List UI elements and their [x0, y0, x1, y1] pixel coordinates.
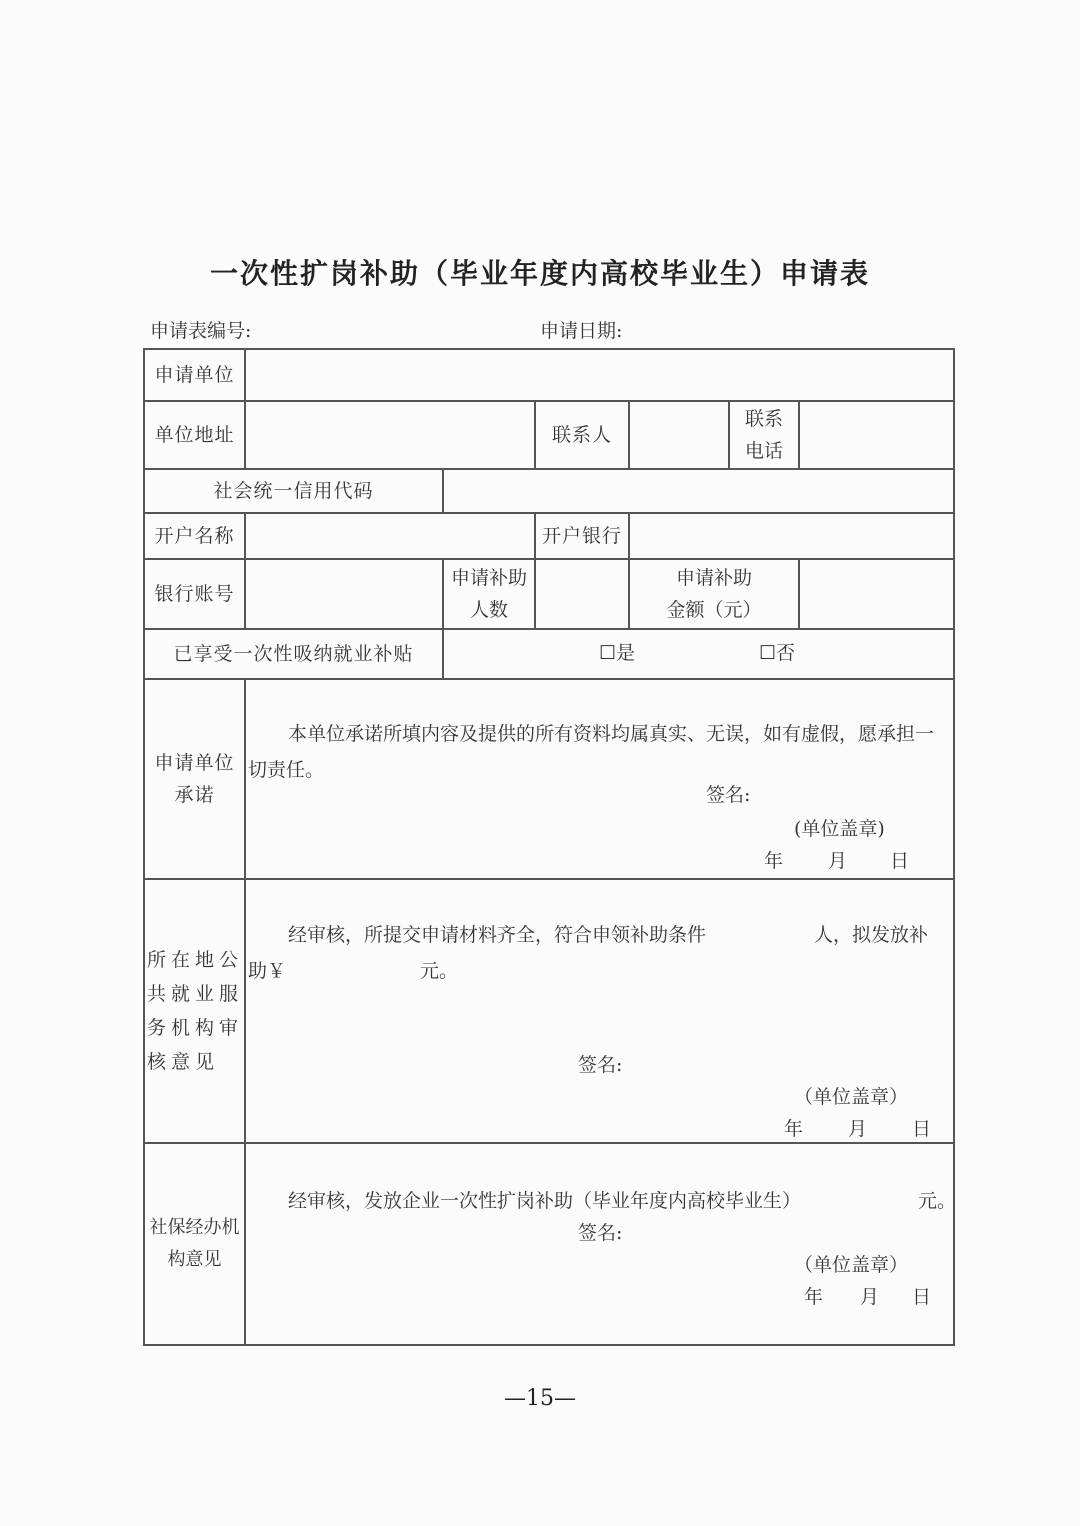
field-account-name[interactable]: [245, 513, 535, 559]
social-security-day-label: 日: [912, 1286, 932, 1308]
page-number: —15—: [504, 1386, 576, 1411]
pledge-month-label: 月: [828, 850, 848, 872]
field-unit-address[interactable]: [245, 401, 535, 469]
public-service-month-label: 月: [848, 1118, 868, 1140]
field-contact-person[interactable]: [629, 401, 729, 469]
label-bank-account: 银行账号: [144, 559, 245, 629]
label-subsidy-people: [443, 559, 535, 629]
field-applicant-unit[interactable]: [245, 349, 954, 401]
label-pledge-line2: 承诺: [174, 784, 215, 806]
pledge-year-label: 年: [764, 850, 784, 872]
social-security-month-label: 月: [860, 1286, 880, 1308]
label-account-name: 开户名称: [144, 513, 245, 559]
public-service-text-1: 经审核，所提交申请材料齐全，符合申领补助条件: [288, 924, 707, 946]
label-applicant-unit: 申请单位: [144, 349, 245, 401]
pledge-seal-label: (单位盖章): [794, 818, 885, 840]
public-service-year-label: 年: [784, 1118, 804, 1140]
label-pledge-line1: 申请单位: [154, 752, 235, 774]
label-unit-address: 单位地址: [144, 401, 245, 469]
field-credit-code[interactable]: [443, 469, 954, 513]
label-subsidy-amount-line1: 申请补助: [675, 567, 752, 589]
label-contact-phone: [729, 401, 799, 469]
social-security-seal-label: （单位盖章）: [794, 1254, 909, 1276]
social-security-year-label: 年: [804, 1286, 824, 1308]
label-public-service-line2: 共就业服: [147, 983, 244, 1005]
public-service-cell: [245, 879, 954, 1143]
application-form-table: [143, 348, 955, 1346]
pledge-text: 本单位承诺所填内容及提供的所有资料均属真实、无误，如有虚假，愿承担一切责任。: [248, 723, 935, 781]
field-subsidy-people[interactable]: [535, 559, 629, 629]
label-subsidy-amount: [629, 559, 799, 629]
label-public-service-line1: 所在地公: [147, 949, 244, 971]
form-title: 一次性扩岗补助（毕业年度内高校毕业生）申请表: [209, 257, 870, 290]
field-enjoyed-subsidy: [443, 629, 954, 679]
label-credit-code: 社会统一信用代码: [144, 469, 443, 513]
public-service-seal-label: （单位盖章）: [794, 1086, 909, 1108]
public-service-day-label: 日: [912, 1118, 932, 1140]
public-service-text-3: 助￥: [248, 960, 287, 982]
label-pledge: [144, 679, 245, 879]
pledge-sign-label: 签名:: [706, 784, 751, 806]
label-social-security-line2: 构意见: [167, 1249, 222, 1270]
field-bank-account[interactable]: [245, 559, 443, 629]
public-service-text-4: 元。: [420, 960, 459, 982]
label-contact-phone-line1: 联系: [744, 408, 783, 430]
checkbox-no[interactable]: ☐否: [759, 642, 796, 664]
pledge-day-label: 日: [890, 850, 910, 872]
field-subsidy-amount[interactable]: [799, 559, 954, 629]
social-security-sign-label: 签名:: [578, 1222, 623, 1244]
label-subsidy-people-line1: 申请补助: [450, 567, 527, 589]
label-bank: 开户银行: [535, 513, 629, 559]
social-security-text-1: 经审核，发放企业一次性扩岗补助（毕业年度内高校毕业生）: [288, 1190, 802, 1212]
field-bank[interactable]: [629, 513, 954, 559]
label-subsidy-amount-line2: 金额（元）: [666, 599, 762, 621]
application-date-label: 申请日期:: [540, 320, 623, 342]
label-social-security: [144, 1143, 245, 1345]
label-public-service-line3: 务机构审: [147, 1017, 244, 1039]
label-contact-phone-line2: 电话: [744, 440, 783, 462]
form-number-label: 申请表编号:: [150, 320, 252, 342]
social-security-text-2: 元。: [918, 1190, 957, 1212]
label-contact-person: 联系人: [535, 401, 629, 469]
field-contact-phone[interactable]: [799, 401, 954, 469]
label-public-service: [144, 879, 245, 1143]
label-enjoyed-subsidy: 已享受一次性吸纳就业补贴: [144, 629, 443, 679]
label-social-security-line1: 社保经办机: [149, 1217, 240, 1238]
pledge-cell: [245, 679, 954, 879]
social-security-cell: [245, 1143, 957, 1345]
public-service-sign-label: 签名:: [578, 1054, 623, 1076]
public-service-text-2: 人，拟发放补: [814, 924, 929, 946]
label-subsidy-people-line2: 人数: [469, 599, 508, 621]
label-public-service-line4: 核意见: [147, 1051, 220, 1073]
checkbox-yes[interactable]: ☐是: [599, 642, 636, 664]
